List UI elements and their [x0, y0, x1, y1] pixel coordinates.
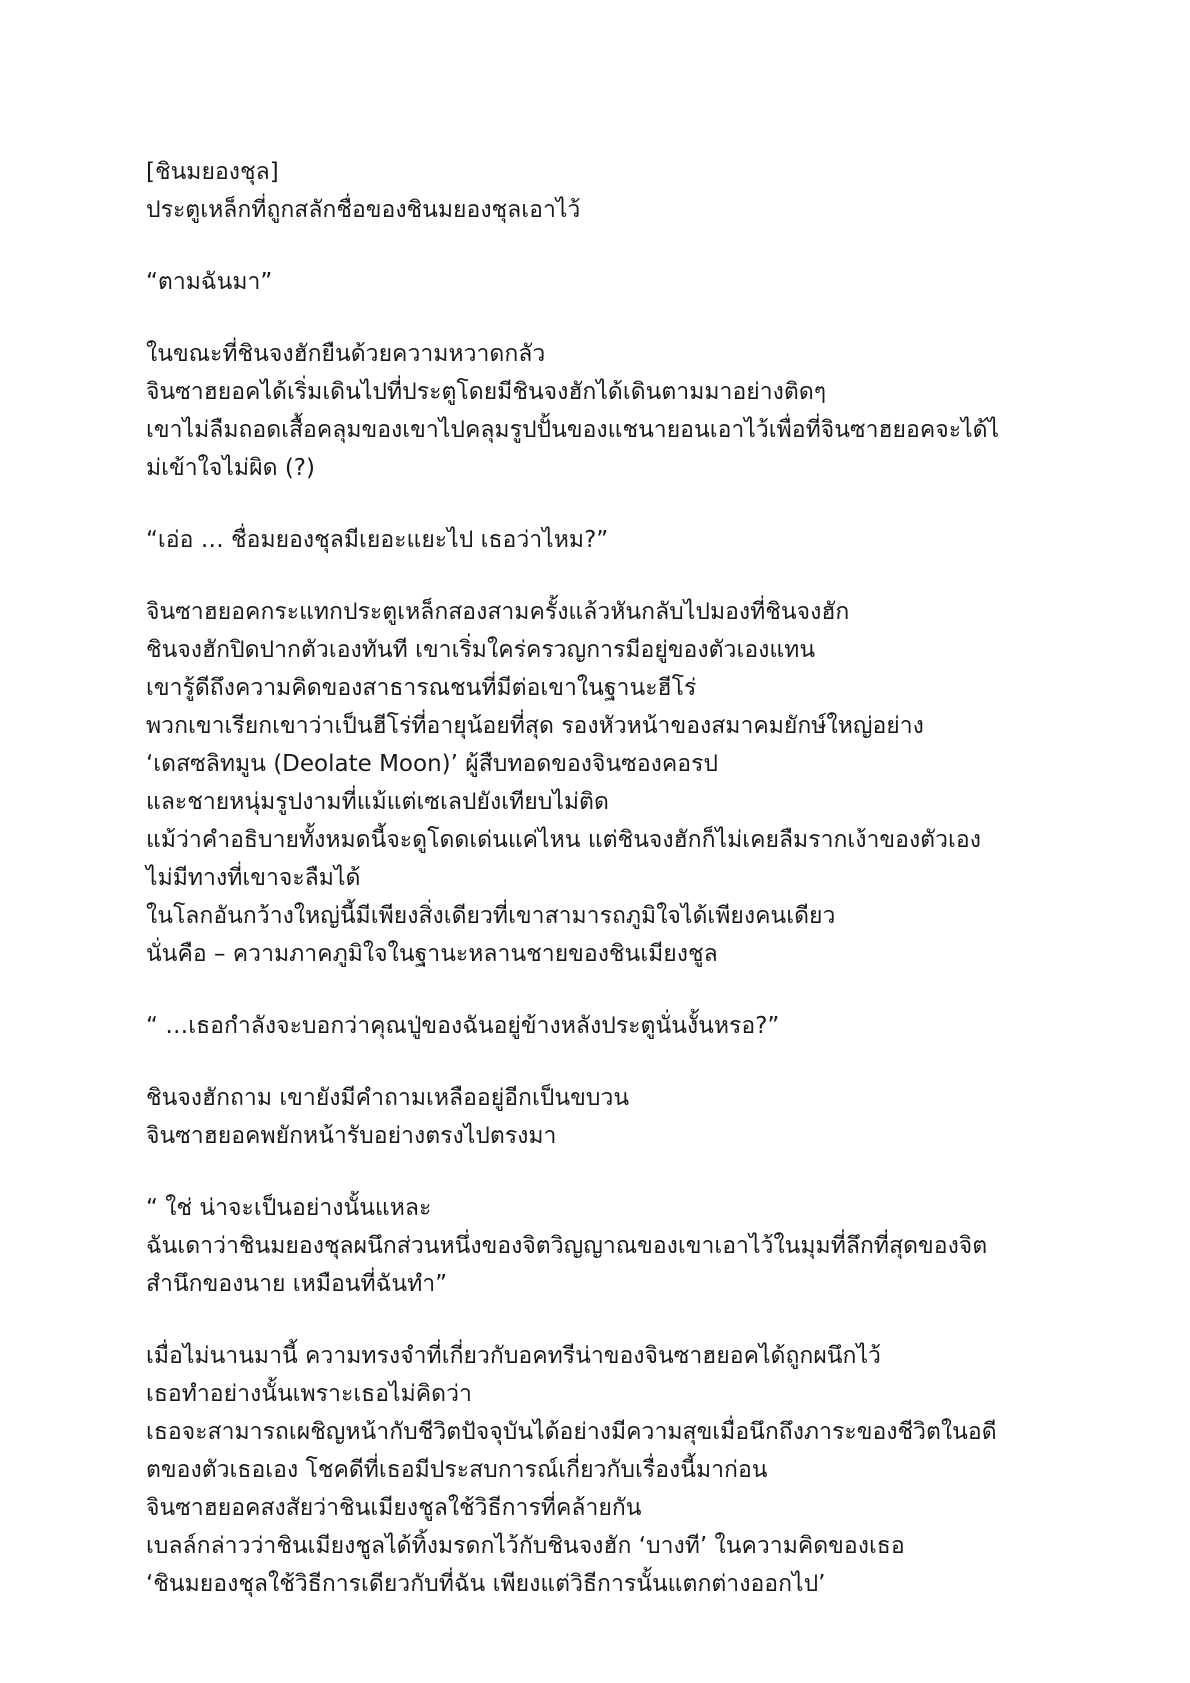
paragraph-dialogue [146, 521, 1056, 559]
text-line: “ …เธอกำลังจะบอกว่าคุณปู่ของฉันอยู่ข้างหลังประตูนั่นงั้นหรอ?” [146, 1013, 780, 1039]
text-line: ประตูเหล็กที่ถูกสลักชื่อของชินมยองชุลเอาไว้ [146, 197, 581, 223]
text-line: “ตามฉันมา” [146, 269, 273, 295]
text-line: แม้ว่าคำอธิบายทั้งหมดนี้จะดูโดดเด่นแค่ไหน แต่ชินจงฮักก็ไม่เคยลืมรากเง้าของตัวเอง [146, 827, 981, 853]
text-line: ชินจงฮักปิดปากตัวเองทันที เขาเริ่มใคร่ครวญการมีอยู่ของตัวเองแทน [146, 637, 816, 663]
text-line: นั่นคือ – ความภาคภูมิใจในฐานะหลานชายของชินเมียงชูล [146, 941, 718, 967]
text-line: เมื่อไม่นานมานี้ ความทรงจำที่เกี่ยวกับอคทรีน่าของจินซาฮยอคได้ถูกผนึกไว้ [146, 1343, 881, 1369]
paragraph [146, 1337, 1056, 1603]
paragraph-dialogue [146, 1007, 1056, 1045]
text-line: พวกเขาเรียกเขาว่าเป็นฮีโร่ที่อายุน้อยที่สุด รองหัวหน้าของสมาคมยักษ์ใหญ่อย่าง [146, 713, 924, 739]
text-line: ‘เดสซลิทมูน (Deolate Moon)’ ผู้สืบทอดของจินซองคอรป [146, 751, 719, 777]
text-line: เบลล์กล่าวว่าชินเมียงชูลได้ทิ้งมรดกไว้กับชินจงฮัก ‘บางที’ ในความคิดของเธอ [146, 1533, 905, 1559]
text-line: ไม่มีทางที่เขาจะลืมได้ [146, 865, 361, 891]
text-line: จินซาฮยอคได้เริ่มเดินไปที่ประตูโดยมีชินจงฮักได้เดินตามมาอย่างติดๆ [146, 379, 827, 405]
text-line: ‘ชินมยองชุลใช้วิธีการเดียวกับที่ฉัน เพียงแต่วิธีการนั้นแตกต่างออกไป’ [146, 1571, 826, 1597]
text-line: จินซาฮยอคกระแทกประตูเหล็กสองสามครั้งแล้วหันกลับไปมองที่ชินจงฮัก [146, 599, 850, 625]
text-line: ม่เข้าใจไม่ผิด (?) [146, 455, 315, 481]
text-line: ในโลกอันกว้างใหญ่นี้มีเพียงสิ่งเดียวที่เขาสามารถภูมิใจได้เพียงคนเดียว [146, 903, 836, 929]
text-line: ชินจงฮักถาม เขายังมีคำถามเหลืออยู่อีกเป็นขบวน [146, 1085, 630, 1111]
paragraph [146, 593, 1056, 973]
text-line: เขารู้ดีถึงความคิดของสาธารณชนที่มีต่อเขาในฐานะฮีโร่ [146, 675, 697, 701]
paragraph-dialogue [146, 263, 1056, 301]
text-line: สำนึกของนาย เหมือนที่ฉันทำ” [146, 1271, 448, 1297]
text-line: จินซาฮยอคพยักหน้ารับอย่างตรงไปตรงมา [146, 1123, 557, 1149]
paragraph [146, 1079, 1056, 1155]
document-body [146, 153, 1056, 1637]
paragraph [146, 335, 1056, 487]
text-line: เขาไม่ลืมถอดเสื้อคลุมของเขาไปคลุมรูปปั้นของแชนายอนเอาไว้เพื่อที่จินซาฮยอคจะได้ไ [146, 417, 1000, 443]
paragraph-heading [146, 153, 1056, 229]
text-line: และชายหนุ่มรูปงามที่แม้แต่เซเลปยังเทียบไม่ติด [146, 789, 609, 815]
text-line: จินซาฮยอคสงสัยว่าชินเมียงชูลใช้วิธีการที่คล้ายกัน [146, 1495, 642, 1521]
text-line: ฉันเดาว่าชินมยองชุลผนึกส่วนหนึ่งของจิตวิญญาณของเขาเอาไว้ในมุมที่ลึกที่สุดของจิต [146, 1233, 988, 1259]
text-line: เธอทำอย่างนั้นเพราะเธอไม่คิดว่า [146, 1381, 472, 1407]
text-line: ตของตัวเธอเอง โชคดีที่เธอมีประสบการณ์เกี่ยวกับเรื่องนี้มาก่อน [146, 1457, 768, 1483]
text-line: [ชินมยองชุล] [146, 159, 279, 185]
text-line: “เอ่อ … ชื่อมยองชุลมีเยอะแยะไป เธอว่าไหม?” [146, 527, 609, 553]
text-line: เธอจะสามารถเผชิญหน้ากับชีวิตปัจจุบันได้อย่างมีความสุขเมื่อนึกถึงภาระของชีวิตในอดี [146, 1419, 997, 1445]
paragraph-dialogue [146, 1189, 1056, 1303]
text-line: “ ใช่ น่าจะเป็นอย่างนั้นแหละ [146, 1195, 432, 1221]
text-line: ในขณะที่ชินจงฮักยืนด้วยความหวาดกลัว [146, 341, 546, 367]
